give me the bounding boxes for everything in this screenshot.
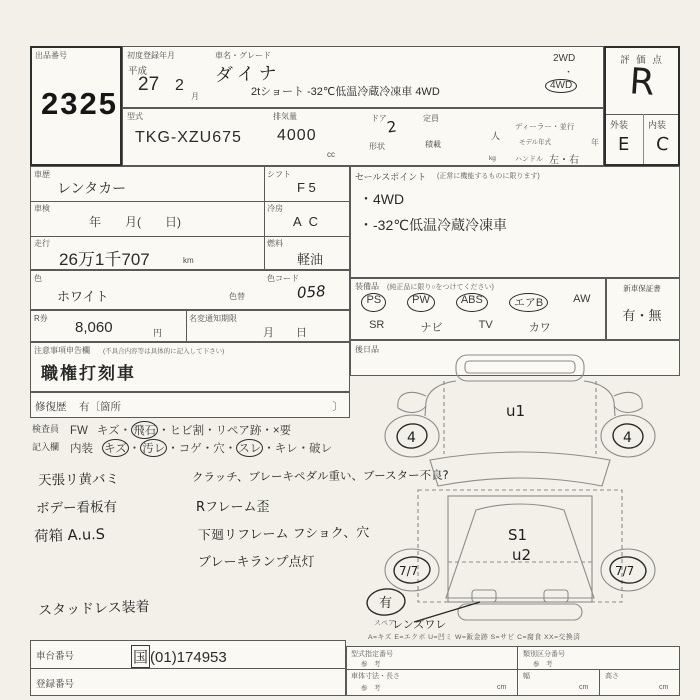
capacity-label: 定員	[423, 114, 439, 123]
exterior-grade: E	[618, 134, 630, 155]
lot-number: 2325	[41, 86, 118, 121]
handle-label: ハンドル	[515, 156, 543, 163]
separator: ・	[167, 443, 179, 455]
inspector-block	[32, 421, 366, 463]
evaluation-box	[604, 46, 680, 166]
chassis-number-label: 車台番号	[36, 651, 75, 662]
history-value: レンタカー	[57, 180, 127, 196]
era-label: 平成	[128, 66, 148, 77]
diagram-legend: A=キズ E=エクボ U=凹ミ W=鈑金跡 S=サビ C=腐食 XX=交換済	[368, 634, 581, 641]
registration-name-cell	[122, 46, 604, 108]
equipment-box	[350, 278, 606, 340]
width-label: 幅	[523, 673, 530, 680]
sales-point-item: ・-32℃低温冷蔵冷凍車	[359, 217, 507, 233]
color-code-value: 058	[296, 282, 327, 302]
afterparts-label: 後日品	[355, 345, 379, 354]
interior-item: キレ	[274, 443, 298, 455]
interior-condition-line	[70, 439, 332, 457]
color-code-label: 色コード	[267, 274, 299, 283]
type-designation-sub: 参 考	[361, 661, 381, 668]
rticket-unit: 円	[153, 328, 163, 338]
color-row	[30, 270, 350, 310]
sales-point-item: ・4WD	[359, 191, 405, 207]
repair-close-bracket: 〕	[332, 401, 343, 413]
mark-rear-left-wheel: 7/7	[399, 564, 419, 578]
width-unit: cm	[579, 684, 589, 691]
warranty-box	[606, 278, 680, 340]
sales-points-box	[350, 166, 680, 278]
separator: ・	[119, 425, 132, 437]
dealer-parallel-label: ディーラー・並行	[515, 122, 575, 131]
note-brake-lamp: ブレーキランプ点灯	[198, 555, 315, 570]
equipment-airbag: エアB	[509, 293, 548, 312]
mileage-value: 26万1千707	[59, 250, 150, 269]
separator: ・	[297, 443, 310, 455]
capacity-unit: 人	[491, 131, 501, 141]
truck-outline	[385, 355, 655, 620]
chassis-number-prefix: 国	[131, 645, 150, 668]
mark-s1: S1	[508, 526, 528, 544]
interior-item: 破レ	[309, 443, 333, 455]
history-block	[30, 166, 350, 270]
diagram-annotations	[374, 402, 634, 630]
vehicle-diagram	[356, 350, 684, 630]
interior-item-circled: 汚レ	[140, 439, 167, 457]
notice-text: 職権打刻車	[41, 364, 136, 383]
chassis-number-digits: (01)174953	[150, 649, 227, 666]
repair-row	[30, 392, 350, 418]
interior-item: コゲ	[178, 443, 202, 455]
separator: ・	[224, 443, 237, 455]
rticket-row	[30, 310, 350, 342]
height-label: 高さ	[605, 673, 619, 680]
name-change-label: 名変通知期限	[189, 314, 237, 323]
height-unit: cm	[659, 684, 669, 691]
mileage-unit: km	[183, 256, 194, 265]
load-unit: kg	[489, 155, 496, 162]
model-year-unit: 年	[591, 138, 599, 147]
notice-label: 注意事項申告欄	[34, 346, 90, 355]
equipment-aw: AW	[573, 293, 591, 305]
shaken-label: 車検	[34, 204, 50, 213]
class-division-sub: 参 考	[533, 661, 553, 668]
equipment-tv: TV	[478, 319, 493, 331]
sales-points-label: セールスポイント	[355, 172, 427, 182]
name-grade-label: 車名・グレード	[215, 51, 271, 60]
displacement-unit: cc	[327, 150, 335, 159]
history-label: 車歴	[34, 170, 50, 179]
mark-u1: u1	[506, 402, 526, 420]
cooling-label: 冷房	[267, 204, 283, 213]
interior-label: 内装	[648, 120, 667, 130]
shift-label: シフト	[267, 170, 291, 179]
equipment-navi: ナビ	[420, 322, 443, 334]
note-studless-tires: スタッドレス装着	[37, 599, 150, 619]
mark-spare-present: 有	[379, 596, 393, 611]
inspector-label-2: 記入欄	[32, 442, 60, 452]
drive-2wd: 2WD	[553, 53, 576, 64]
separator: ・	[201, 443, 214, 455]
mark-u2: u2	[512, 546, 532, 564]
separator: ・	[158, 425, 170, 437]
model-year-label: モデル年式	[519, 139, 552, 146]
mark-rear-right-wheel: 7/7	[615, 564, 635, 578]
color-value: ホワイト	[57, 289, 109, 304]
displacement-value: 4000	[277, 127, 317, 144]
sales-points-note: (正常に機能するものに限ります)	[437, 173, 540, 180]
type-designation-label: 型式指定番号	[351, 651, 393, 658]
body-length-label: 車体寸法・長さ	[351, 673, 400, 680]
fw-item: リペア跡	[215, 425, 262, 437]
rticket-value: 8,060	[75, 319, 113, 336]
fw-label: FW	[70, 425, 88, 437]
interior-grade: C	[654, 133, 670, 156]
equipment-abs: ABS	[456, 293, 488, 312]
separator: ・	[261, 425, 273, 437]
inspector-label-1: 検査員	[32, 424, 60, 434]
repair-label: 修復歴	[35, 401, 67, 413]
handle-value: 左・右	[549, 155, 579, 166]
notice-box	[30, 342, 350, 392]
registration-month: 2	[175, 77, 184, 94]
evaluation-label: 評 価 点	[620, 55, 664, 66]
mark-front-right-wheel: 4	[623, 430, 632, 446]
note-body-signboard: ボデー看板有	[35, 499, 118, 517]
name-change-value: 月 日	[263, 327, 307, 339]
lens-crack-note: レンズワレ	[392, 618, 447, 630]
class-division-label: 類別区分番号	[523, 651, 565, 658]
equipment-kawa: カワ	[528, 322, 551, 334]
mark-front-left-wheel: 4	[407, 430, 416, 446]
grade-text: 2tショート -32℃低温冷蔵冷凍車 4WD	[251, 86, 440, 98]
equipment-sr: SR	[369, 319, 385, 331]
registration-number-label: 登録番号	[36, 679, 75, 690]
cooling-value: A C	[293, 214, 320, 229]
lot-number-label: 出品番号	[35, 51, 67, 60]
fuel-value: 軽油	[297, 252, 324, 267]
color-change-label: 色替	[229, 292, 245, 301]
equipment-ps: PS	[361, 293, 386, 312]
shift-value: F 5	[297, 180, 316, 195]
evaluation-grade: R	[628, 61, 656, 104]
rticket-label: R券	[34, 314, 48, 323]
length-unit: cm	[497, 684, 507, 691]
equipment-pw: PW	[407, 293, 435, 312]
notice-note: (不具合内容等は具体的に記入して下さい)	[103, 348, 225, 355]
chassis-table	[30, 640, 346, 696]
interior-item: 穴	[213, 443, 225, 455]
spec-table	[346, 646, 680, 696]
warranty-label: 新車保証書	[623, 284, 661, 293]
model-spec-cell	[122, 108, 604, 166]
separator: ・	[128, 443, 141, 455]
model-label: 型式	[127, 112, 143, 121]
lot-number-box	[30, 46, 122, 166]
drive-dot: ・	[564, 67, 574, 77]
displacement-label: 排気量	[273, 112, 297, 121]
mileage-label: 走行	[34, 239, 50, 248]
note-rear-frame: Rフレーム歪	[196, 500, 270, 515]
month-unit: 月	[191, 92, 199, 101]
registration-year: 27	[138, 74, 160, 95]
fw-item-circled: 飛石	[131, 421, 158, 439]
repair-value: 有〔箇所	[79, 401, 121, 413]
door-label: ドア	[371, 114, 387, 123]
equipment-note: (純正品に限り○をつけてください)	[387, 284, 494, 291]
exterior-label: 外装	[610, 120, 629, 130]
note-underbody-corrosion: 下廻リフレーム フショク、穴	[197, 525, 370, 544]
equipment-label: 装備品	[355, 282, 379, 291]
body-length-sub: 参 考	[361, 685, 381, 692]
separator: ・	[263, 443, 275, 455]
first-registration-label: 初度登録年月	[127, 51, 175, 60]
shape-label: 形状	[369, 142, 385, 151]
model-code: TKG-XZU675	[135, 129, 242, 146]
drive-4wd-circled: 4WD	[545, 79, 577, 93]
shaken-value: 年 月( 日)	[89, 215, 181, 229]
fw-item: ×要	[272, 425, 292, 437]
fw-condition-line	[70, 421, 291, 439]
interior-item-circled: スレ	[236, 439, 263, 457]
fuel-label: 燃料	[267, 239, 283, 248]
fw-item: ヒビ割	[169, 425, 205, 437]
note-ceiling-stain: 天張リ黄バミ	[37, 471, 120, 489]
door-count: 2	[385, 117, 398, 137]
car-name: ダイナ	[214, 62, 282, 87]
spare-label: スペア	[374, 619, 395, 627]
color-label: 色	[34, 274, 42, 283]
note-cargo-box: 荷箱 A.u.S	[33, 526, 106, 546]
chassis-number-value	[131, 645, 227, 668]
separator: ・	[204, 425, 216, 437]
interior-line-label: 内装	[70, 443, 93, 455]
load-label: 積載	[425, 140, 441, 149]
warranty-value: 有・無	[622, 308, 662, 323]
fw-item: キズ	[96, 425, 120, 437]
note-clutch-brake: クラッチ、ブレーキペダル重い、ブースター不良?	[191, 467, 449, 485]
interior-item-circled: キズ	[102, 439, 129, 457]
